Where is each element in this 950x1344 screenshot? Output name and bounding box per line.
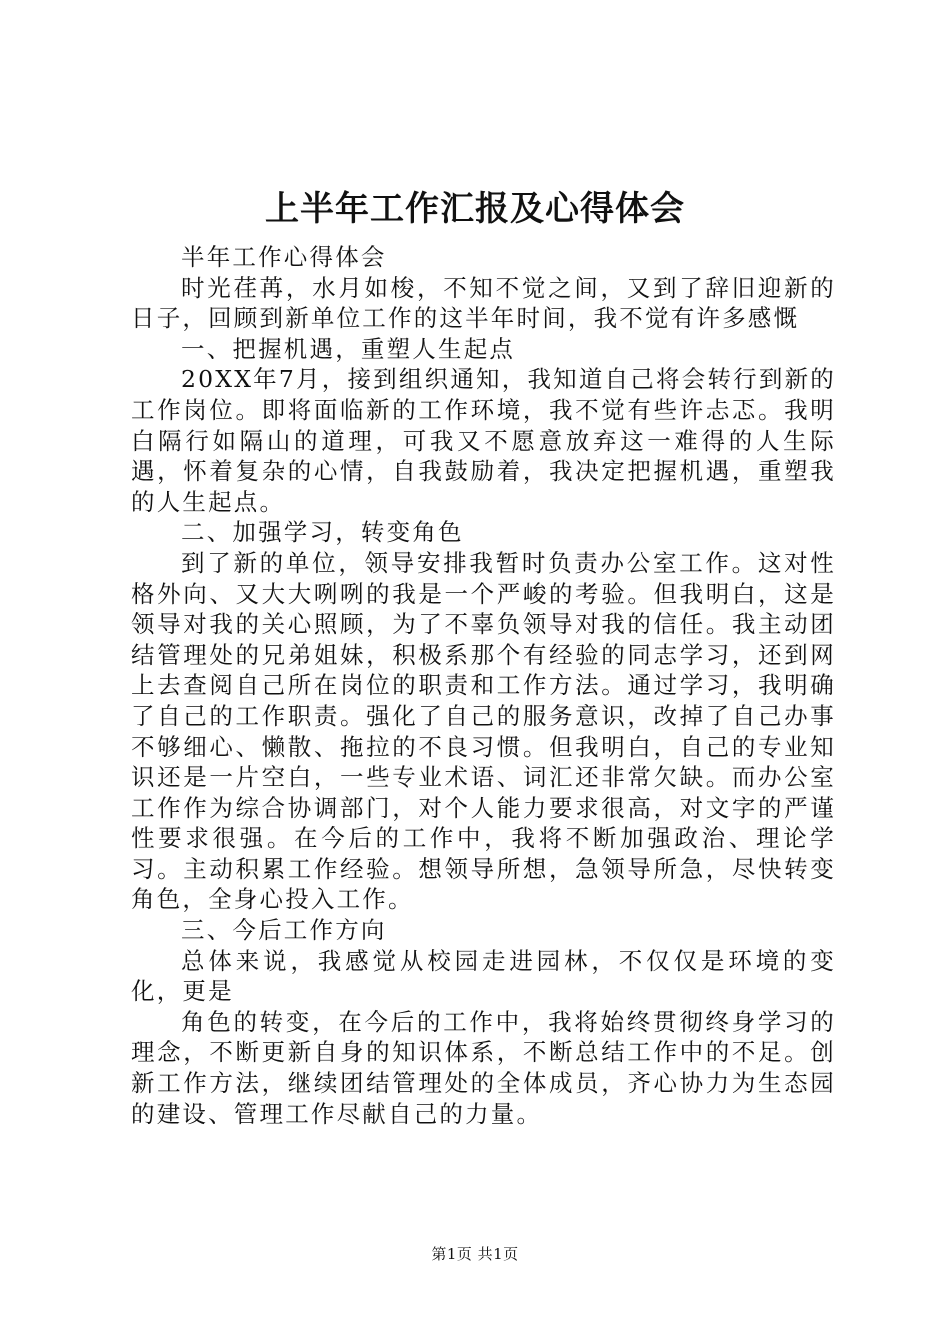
- page-number-footer: 第1页 共1页: [431, 1245, 519, 1263]
- section-heading-1: 一、把握机遇，重塑人生起点: [181, 334, 516, 363]
- paragraph-section-1: 20XX年7月，接到组织通知，我知道自己将会转行到新的工作岗位。即将面临新的工作环境，我不觉有些许忐忑。我明白隔行如隔山的道理，可我又不愿意放弃这一难得的人生际遇，怀着复杂的心情，自我鼓励着，我决定把握机遇，重塑我的人生起点。: [131, 365, 836, 516]
- paragraph-intro: 时光荏苒，水月如梭，不知不觉之间，又到了辞旧迎新的日子，回顾到新单位工作的这半年时间，我不觉有许多感慨: [131, 273, 836, 333]
- section-heading-3: 三、今后工作方向: [181, 916, 387, 945]
- paragraph-section-3b: 角色的转变，在今后的工作中，我将始终贯彻终身学习的理念，不断更新自身的知识体系，不断总结工作中的不足。创新工作方法，继续团结管理处的全体成员，齐心协力为生态园的建设、管理工作尽献自己的力量。: [131, 1007, 836, 1128]
- paragraph-subtitle: 半年工作心得体会: [181, 243, 387, 271]
- paragraph-section-2: 到了新的单位，领导安排我暂时负责办公室工作。这对性格外向、又大大咧咧的我是一个严峻的考验。但我明白，这是领导对我的关心照顾，为了不辜负领导对我的信任。我主动团结管理处的兄弟姐妹，积极系那个有经验的同志学习，还到网上去查阅自己所在岗位的职责和工作方法。通过学习，我明确了自己的工作职责。强化了自己的服务意识，改掉了自己办事不够细心、懒散、拖拉的不良习惯。但我明白，自己的专业知识还是一片空白，一些专业术语、词汇还非常欠缺。而办公室工作作为综合协调部门，对个人能力要求很高，对文字的严谨性要求很强。在今后的工作中，我将不断加强政治、理论学习。主动积累工作经验。想领导所想，急领导所急，尽快转变角色，全身心投入工作。: [131, 548, 836, 914]
- document-body: [131, 242, 836, 1129]
- paragraph-section-3a: 总体来说，我感觉从校园走进园林，不仅仅是环境的变化，更是: [131, 946, 836, 1006]
- document-title: 上半年工作汇报及心得体会: [265, 189, 685, 229]
- section-heading-2: 二、加强学习，转变角色: [181, 518, 464, 547]
